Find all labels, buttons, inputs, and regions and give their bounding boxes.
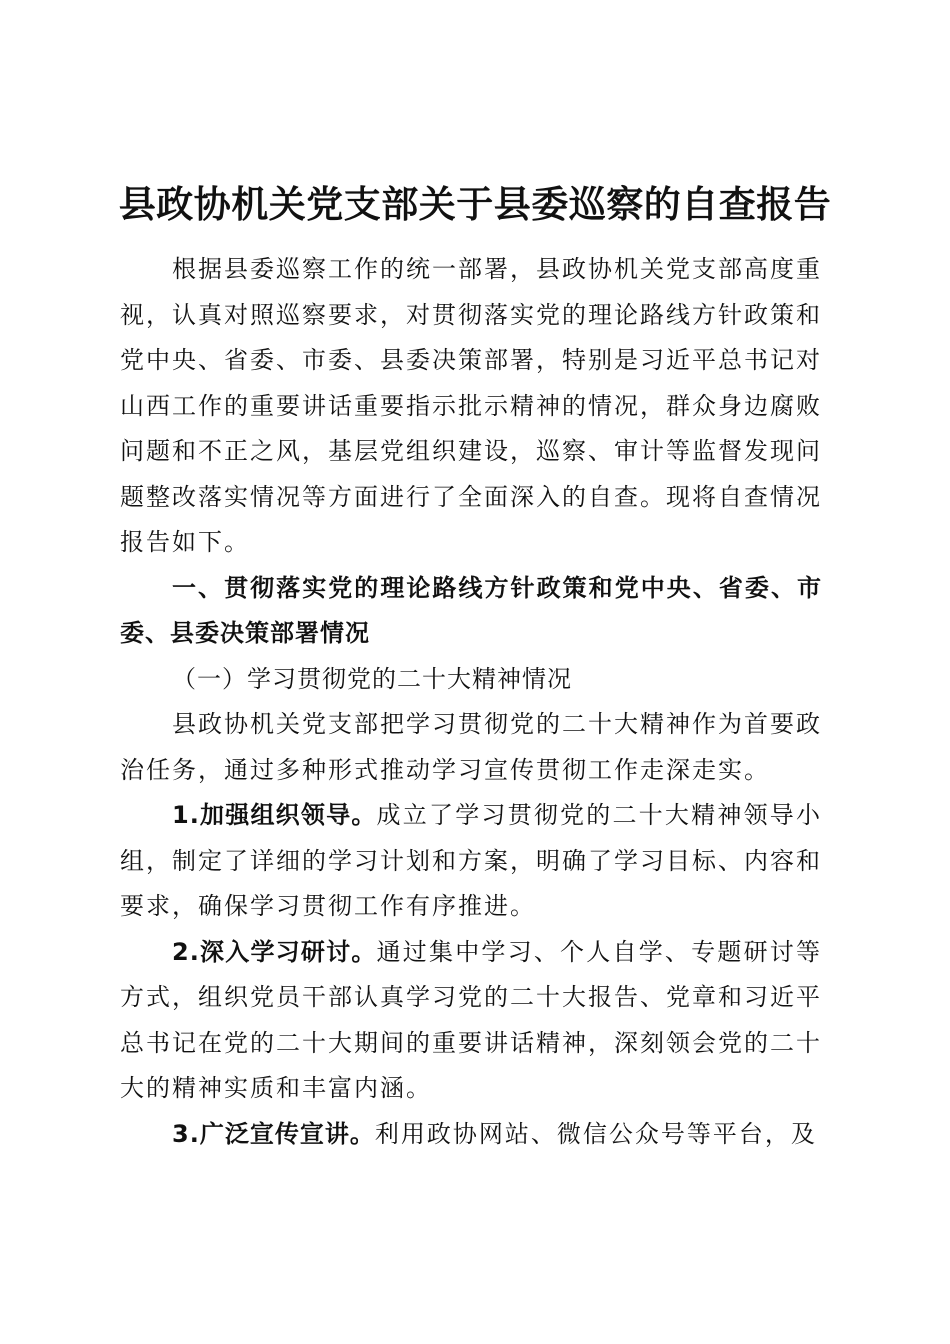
document-title: 县政协机关党支部关于县委巡察的自查报告 (118, 182, 832, 226)
item-paragraph (120, 930, 822, 1112)
intro-paragraph: 根据县委巡察工作的统一部署，县政协机关党支部高度重视，认真对照巡察要求，对贯彻落实党的理论路线方针政策和党中央、省委、市委、县委决策部署，特别是习近平总书记对山西工作的重要讲话重要指示批示精神的情况，群众身边腐败问题和不正之风，基层党组织建设，巡察、审计等监督发现问题整改落实情况等方面进行了全面深入的自查。现将自查情况报告如下。 (120, 255, 822, 556)
document-body (120, 247, 822, 1157)
item-text: 通过集中学习、个人自学、专题研讨等方式，组织党员干部认真学习党的二十大报告、党章和习近平总书记在党的二十大期间的重要讲话精神，深刻领会党的二十大的精神实质和丰富内涵。 (120, 937, 822, 1102)
section-heading: 一、贯彻落实党的理论路线方针政策和党中央、省委、市委、县委决策部署情况 (120, 573, 822, 647)
subsection-heading: （一）学习贯彻党的二十大精神情况 (172, 664, 572, 693)
item-text: 成立了学习贯彻党的二十大精神领导小组，制定了详细的学习计划和方案，明确了学习目标、内容和要求，确保学习贯彻工作有序推进。 (120, 801, 822, 920)
item-paragraph (120, 1112, 822, 1158)
item-text: 利用政协网站、微信公众号等平台，及 (374, 1119, 817, 1148)
item-lead: 2.深入学习研讨。 (172, 937, 377, 966)
subsection-intro-paragraph: 县政协机关党支部把学习贯彻党的二十大精神作为首要政治任务，通过多种形式推动学习宣传贯彻工作走深走实。 (120, 710, 822, 784)
item-lead: 1.加强组织领导。 (172, 801, 377, 829)
item-paragraph (120, 793, 822, 930)
item-lead: 3.广泛宣传宣讲。 (172, 1119, 375, 1148)
